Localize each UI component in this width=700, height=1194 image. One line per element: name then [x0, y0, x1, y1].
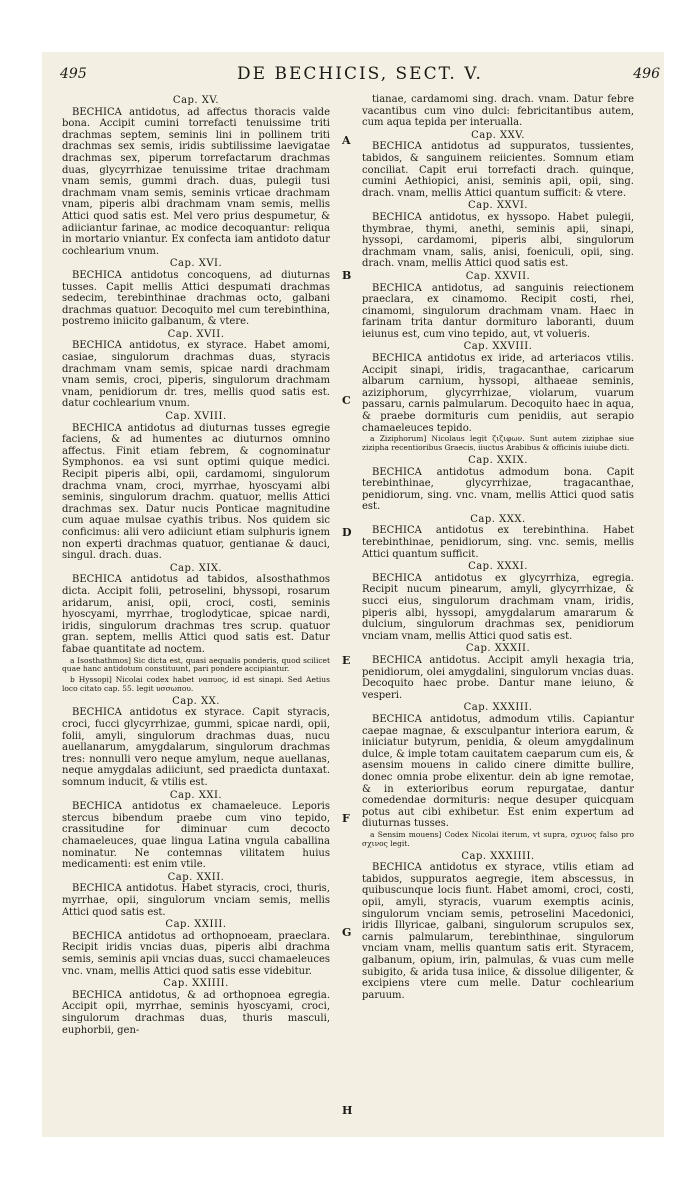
margin-letter: D	[342, 526, 352, 539]
paragraph: BECHICA antidotus ex styrace. Capit styracis, croci, fucci glycyrrhizae, gummi, spicae nardi, opii, folii, amyli, singulorum drachmas duas, nucu auellanarum, amygdalarum, singulorum drachmas tres: nonnulli vero neque amylum, neque auellanas, neque amygdalas adiiciunt, sed praedicta duntaxat. somnum inducit, & vtilis est.	[62, 707, 330, 789]
paragraph: tianae, cardamomi sing. drach. vnam. Datur febre vacantibus cum vino dulci: febricitantibus autem, cum aqua tepida per interualla.	[362, 94, 634, 129]
footnote: a Isosthathmos] Sic dicta est, quasi aequalis ponderis, quod scilicet quae hanc antidotum constituunt, pari pondere accipiantur.	[62, 655, 330, 674]
paragraph: BECHICA antidotus, ad sanguinis reiectionem praeclara, ex cinamomo. Recipit costi, rhei, cinamomi, singulorum drachmam vnam. Haec in farinam trita dantur dormituro laboranti, duum ieiunus est, cum vino tepido, aut, vt volueris.	[362, 282, 634, 340]
paragraph: BECHICA antidotus. Habet styracis, croci, thuris, myrrhae, opii, singulorum vnciam semis, mellis Attici quod satis est.	[62, 883, 330, 918]
margin-letter: B	[342, 269, 352, 282]
page-number-left: 495	[60, 66, 87, 82]
chapter-heading: Cap. XXXIIII.	[461, 850, 535, 862]
chapter-heading: Cap. XXXII.	[465, 643, 531, 655]
paragraph: BECHICA antidotus ad orthopnoeam, praeclara. Recipit iridis vncias duas, piperis albi drachma semis, seminis apii vncias duas, succi chamaeleuces vnc. vnam, mellis Attici quod satis esse videbitur.	[62, 930, 330, 977]
chapter-heading: Cap. XXVI.	[468, 200, 528, 212]
chapter-heading: Cap. XXI.	[169, 789, 223, 801]
book-page	[42, 52, 664, 1137]
chapter-heading: Cap. XV.	[172, 95, 220, 106]
paragraph: BECHICA antidotus ex iride, ad arteriacos vtilis. Accipit sinapi, iridis, tragacanthae, caricarum albarum carnium, hyssopi, althaeae seminis, aziziphorum, glycyrrhizae, violarum, vuarum passaru, carnis palmularum. Decoquito haec in aqua, & praebe dormituris cum penidiis, aut serapio chamaeleuces tepido.	[362, 353, 634, 434]
margin-letter: H	[342, 1104, 353, 1117]
left-column	[62, 94, 330, 1036]
right-column	[362, 94, 634, 1001]
paragraph: BECHICA antidotus concoquens, ad diuturnas tusses. Capit mellis Attici despumati drachmas sedecim, terebinthinae drachmas octo, galbani drachmas quatuor. Decoquito mel cum terebinthina, postremo iniicito galbanum, & vtere.	[62, 269, 330, 328]
footnote: a Sensim mouens] Codex Nicolai iterum, vt supra, σχινος falso pro σχινος legit.	[362, 829, 634, 848]
chapter-heading: Cap. XXVIII.	[463, 341, 533, 353]
paragraph: BECHICA antidotus, admodum vtilis. Capiantur caepae magnae, & exsculpantur interiora earum, & iniiciatur butyrum, penidia, & oleum amygdalinum dulce, & imple totam cauitatem caeparum cum eis, & asensim mouens in calido cinere dimitte bullire, donec omnia probe elixentur. dein ab igne remotae, & in exterioribus eorum repurgatae, dantur comedendae dormituris: neque desuper quicquam potus aut cibi exhibetur. Est enim expertum ad diuturnas tusses.	[362, 713, 634, 830]
paragraph: BECHICA antidotus. Accipit amyli hexagia tria, penidiorum, olei amygdalini, singulorum vncias duas. Decoquito haec probe. Dantur mane ieiuno, & vesperi.	[362, 655, 634, 701]
chapter-heading: Cap. XIX.	[169, 562, 223, 574]
margin-letters	[342, 94, 358, 1117]
chapter-heading: Cap. XXIIII.	[163, 978, 229, 990]
chapter-heading: Cap. XXVII.	[465, 270, 531, 282]
chapter-heading: Cap. XVII.	[167, 328, 225, 340]
footnote: b Hyssopi] Nicolai codex habet ναπυος, id est sinapi. Sed Aetius loco citato cap. 55. legit υσσωπου.	[62, 675, 330, 694]
paragraph: BECHICA antidotus, ad affectus thoracis valde bona. Accipit cumini torrefacti tenuissime triti drachmas septem, seminis lini in pollinem triti drachmas sex semis, iridis subtilissime laevigatae drachmas sex, piperum torrefactarum drachmas duas, glycyrrhizae tenuissime tritae drachmam vnam semis, gummi drach. duas, pulegii tusi drachmam vnam semis, seminis vrticae drachmam vnam, piperis albi drachmam vnam semis, mellis Attici quod satis est. Mel vero prius despumetur, & adiiciantur farinae, ac modice decoquantur: reliqua in mortario vniantur. Ex confecta iam antidoto datur cochlearium vnum.	[62, 106, 330, 257]
chapter-heading: Cap. XXIX.	[468, 454, 528, 466]
chapter-heading: Cap. XX.	[172, 695, 220, 707]
paragraph: BECHICA antidotus ex styrace, vtilis etiam ad tabidos, suppuratos aegregie, item abscessus, in quibuscunque locis fiunt. Habet amomi, croci, costi, opii, amyli, styracis, vuarum exemptis acinis, singulorum vnciam semis, petroselini Macedonici, iridis Illyricae, galbani, singulorum scrupulos sex, carnis palmularum, terebinthinae, singulorum vnciam vnam, mellis quantum satis erit. Styracem, galbanum, opium, irin, palmulas, & vuas cum melle subigito, & arida tusa iniice, & dissolue diligenter, & excipiens vtere cum melle. Datur cochlearium paruum.	[362, 862, 634, 1001]
chapter-heading: Cap. XXV.	[471, 129, 525, 141]
paragraph: BECHICA antidotus admodum bona. Capit terebinthinae, glycyrrhizae, tragacanthae, penidiorum, sing. vnc. vnam, mellis Attici quod satis est.	[362, 466, 634, 513]
paragraph: BECHICA antidotus ex chamaeleuce. Leporis stercus bibendum praebe cum vino tepido, crassitudine for diminuar cum decocto chamaeleuces, quae lingua Latina vngula caballina nominatur. Ne contemnas vilitatem huius medicamenti: est enim vtile.	[62, 801, 330, 871]
running-title: DE BECHICIS, SECT. V.	[237, 64, 483, 84]
paragraph: BECHICA antidotus ad tabidos, aIsosthathmos dicta. Accipit folii, petroselini, bhyssopi, rosarum aridarum, anisi, opii, croci, costi, seminis hyoscyami, myrrhae, troglodyticae, spicae nardi, iridis, singulorum drachmas tres scrup. quatuor gran. septem, mellis Attici quod satis est. Datur fabae quantitate ad noctem.	[62, 574, 330, 655]
chapter-heading: Cap. XXXI.	[468, 561, 528, 573]
paragraph: BECHICA antidotus, & ad orthopnoea egregia. Accipit opii, myrrhae, seminis hyoscyami, croci, singulorum drachmas duas, thuris masculi, euphorbii, gen-	[62, 989, 330, 1036]
chapter-heading: Cap. XXIII.	[165, 919, 227, 931]
chapter-heading: Cap. XXXIII.	[463, 702, 533, 714]
chapter-heading: Cap. XXII.	[167, 871, 225, 883]
page-number-right: 496	[633, 66, 660, 82]
footnote: a Ziziphorum] Nicolaus legit ζιζιφων. Sunt autem ziziphae siue zizipha recentioribus Graecis, iiuctus Arabibus & officinis iuiube dicti.	[362, 434, 634, 453]
margin-letter: E	[342, 654, 351, 667]
paragraph: BECHICA antidotus, ex hyssopo. Habet pulegii, thymbrae, thymi, anethi, seminis apii, sinapi, hyssopi, cardamomi, piperis albi, singulorum drachmam vnam, salis, anisi, foeniculi, opii, sing. drach. vnam, mellis Attici quod satis est.	[362, 211, 634, 270]
margin-letter: F	[342, 812, 350, 825]
paragraph: BECHICA antidotus ex glycyrrhiza, egregia. Recipit nucum pinearum, amyli, glycyrrhizae, & succi eius, singulorum drachmam vnam, iridis, piperis albi, hyssopi, amygdalarum amararum & dulcium, singulorum drachmas sex, penidiorum vnciam vnam, mellis Attici quod satis est.	[362, 572, 634, 642]
paragraph: BECHICA antidotus ex terebinthina. Habet terebinthinae, penidiorum, sing. vnc. semis, mellis Attici quantum sufficit.	[362, 525, 634, 560]
paragraph: BECHICA antidotus, ex styrace. Habet amomi, casiae, singulorum drachmas duas, styracis drachmam vnam semis, spicae nardi drachmam vnam semis, croci, piperis, singulorum drachmam vnam, penidiorum dr. tres, mellis quod satis est. datur cochlearium vnum.	[62, 340, 330, 410]
chapter-heading: Cap. XVI.	[169, 258, 223, 270]
margin-letter: G	[342, 926, 352, 939]
chapter-heading: Cap. XVIII.	[165, 411, 227, 423]
margin-letter: A	[342, 134, 351, 147]
margin-letter: C	[342, 394, 351, 407]
chapter-heading: Cap. XXX.	[470, 513, 526, 525]
paragraph: BECHICA antidotus ad suppuratos, tussientes, tabidos, & sanguinem reiicientes. Somnum etiam conciliat. Capit erui torrefacti drach. quinque, cumini Aethiopici, anisi, seminis apii, opii, sing. drach. vnam, mellis Attici quantum sufficit: & vtere.	[362, 141, 634, 199]
running-header	[60, 64, 660, 88]
paragraph: BECHICA antidotus ad diuturnas tusses egregie faciens, & ad humentes ac diuturnos omnino affectus. Finit etiam febrem, & cognominatur Symphonos. ea vsi sunt optimi quique medici. Recipit piperis albi, opii, cardamomi, singulorum drachma vnam, croci, myrrhae, hyoscyami albi seminis, singulorum drachm. quatuor, mellis Attici drachmas sex. Datur nucis Ponticae magnitudine cum aquae mulsae cyathis tribus. Nos quidem sic conficimus: alii vero adiiciunt etiam sulphuris ignem non experti drachmas quatuor, gentianae & dauci, singul. drach. duas.	[62, 422, 330, 562]
